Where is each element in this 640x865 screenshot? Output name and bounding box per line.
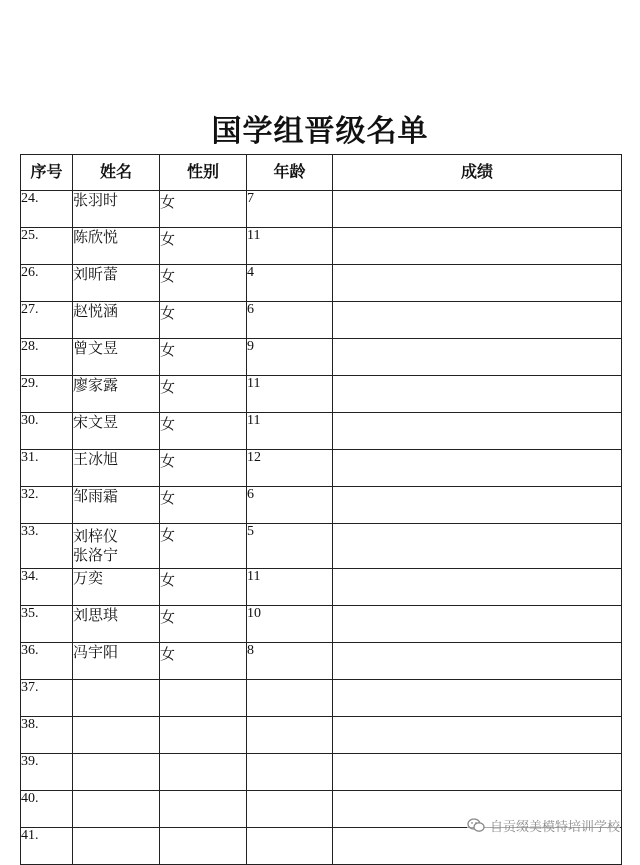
table-row <box>21 228 622 265</box>
student-gender: 女 <box>160 450 247 487</box>
table-row <box>21 524 622 569</box>
student-name: 刘昕蕾 <box>73 265 160 302</box>
table-row <box>21 265 622 302</box>
student-gender: 女 <box>160 643 247 680</box>
table-row <box>21 302 622 339</box>
student-name: 冯宇阳 <box>73 643 160 680</box>
student-score <box>333 450 622 487</box>
student-gender <box>160 680 247 717</box>
student-gender: 女 <box>160 191 247 228</box>
student-age: 7 <box>247 191 333 228</box>
student-name: 刘梓仪 张洛宁 <box>73 524 160 569</box>
student-age <box>247 828 333 865</box>
student-age: 11 <box>247 413 333 450</box>
student-gender: 女 <box>160 339 247 376</box>
table-row <box>21 413 622 450</box>
student-gender: 女 <box>160 302 247 339</box>
page-title: 国学组晋级名单 <box>211 114 429 149</box>
row-number: 24. <box>21 191 73 228</box>
student-age: 6 <box>247 302 333 339</box>
student-gender: 女 <box>160 413 247 450</box>
student-gender: 女 <box>160 569 247 606</box>
student-score <box>333 569 622 606</box>
student-age: 6 <box>247 487 333 524</box>
student-age: 4 <box>247 265 333 302</box>
student-name: 陈欣悦 <box>73 228 160 265</box>
table-row <box>21 680 622 717</box>
table-row <box>21 376 622 413</box>
roster-table <box>20 154 622 865</box>
student-name <box>73 717 160 754</box>
student-age: 5 <box>247 524 333 569</box>
student-age: 11 <box>247 376 333 413</box>
row-number: 27. <box>21 302 73 339</box>
student-gender <box>160 791 247 828</box>
student-name: 廖家露 <box>73 376 160 413</box>
student-name: 宋文昱 <box>73 413 160 450</box>
student-score <box>333 643 622 680</box>
student-age: 11 <box>247 569 333 606</box>
student-name: 曾文昱 <box>73 339 160 376</box>
table-body <box>21 191 622 865</box>
table-row <box>21 754 622 791</box>
student-score <box>333 487 622 524</box>
table-row <box>21 450 622 487</box>
student-name: 王冰旭 <box>73 450 160 487</box>
table-header-row <box>21 155 622 191</box>
student-age <box>247 717 333 754</box>
student-score <box>333 191 622 228</box>
column-header-score: 成绩 <box>333 155 622 191</box>
student-name: 刘思琪 <box>73 606 160 643</box>
row-number: 41. <box>21 828 73 865</box>
student-gender: 女 <box>160 265 247 302</box>
student-score <box>333 680 622 717</box>
student-age: 10 <box>247 606 333 643</box>
student-name <box>73 828 160 865</box>
row-number: 35. <box>21 606 73 643</box>
row-number: 29. <box>21 376 73 413</box>
student-name: 张羽时 <box>73 191 160 228</box>
student-score <box>333 606 622 643</box>
student-score <box>333 413 622 450</box>
row-number: 31. <box>21 450 73 487</box>
row-number: 40. <box>21 791 73 828</box>
row-number: 37. <box>21 680 73 717</box>
column-header-name: 姓名 <box>73 155 160 191</box>
watermark-text: 自贡缀美模特培训学校 <box>489 820 620 835</box>
row-number: 36. <box>21 643 73 680</box>
column-header-no: 序号 <box>21 155 73 191</box>
student-age: 12 <box>247 450 333 487</box>
student-score <box>333 754 622 791</box>
student-name <box>73 791 160 828</box>
student-gender: 女 <box>160 376 247 413</box>
student-age <box>247 791 333 828</box>
column-header-gender: 性别 <box>160 155 247 191</box>
row-number: 30. <box>21 413 73 450</box>
row-number: 32. <box>21 487 73 524</box>
student-name <box>73 754 160 791</box>
student-score <box>333 717 622 754</box>
row-number: 33. <box>21 524 73 569</box>
student-gender: 女 <box>160 487 247 524</box>
row-number: 25. <box>21 228 73 265</box>
student-gender: 女 <box>160 524 247 569</box>
table-row <box>21 606 622 643</box>
table-row <box>21 717 622 754</box>
student-score <box>333 524 622 569</box>
student-gender <box>160 754 247 791</box>
column-header-age: 年龄 <box>247 155 333 191</box>
table-row <box>21 569 622 606</box>
student-gender: 女 <box>160 606 247 643</box>
table-row <box>21 191 622 228</box>
row-number: 28. <box>21 339 73 376</box>
watermark <box>467 816 620 835</box>
student-name <box>73 680 160 717</box>
student-gender: 女 <box>160 228 247 265</box>
student-age: 8 <box>247 643 333 680</box>
row-number: 26. <box>21 265 73 302</box>
student-age: 9 <box>247 339 333 376</box>
student-gender <box>160 828 247 865</box>
student-age <box>247 754 333 791</box>
row-number: 34. <box>21 569 73 606</box>
student-name: 赵悦涵 <box>73 302 160 339</box>
student-score <box>333 302 622 339</box>
student-score <box>333 228 622 265</box>
table-row <box>21 339 622 376</box>
student-gender <box>160 717 247 754</box>
student-age: 11 <box>247 228 333 265</box>
table-row <box>21 643 622 680</box>
row-number: 39. <box>21 754 73 791</box>
student-score <box>333 376 622 413</box>
student-score <box>333 339 622 376</box>
table-row <box>21 487 622 524</box>
student-name: 万奕 <box>73 569 160 606</box>
wechat-icon <box>467 818 485 833</box>
student-score <box>333 265 622 302</box>
student-age <box>247 680 333 717</box>
student-name: 邹雨霜 <box>73 487 160 524</box>
row-number: 38. <box>21 717 73 754</box>
